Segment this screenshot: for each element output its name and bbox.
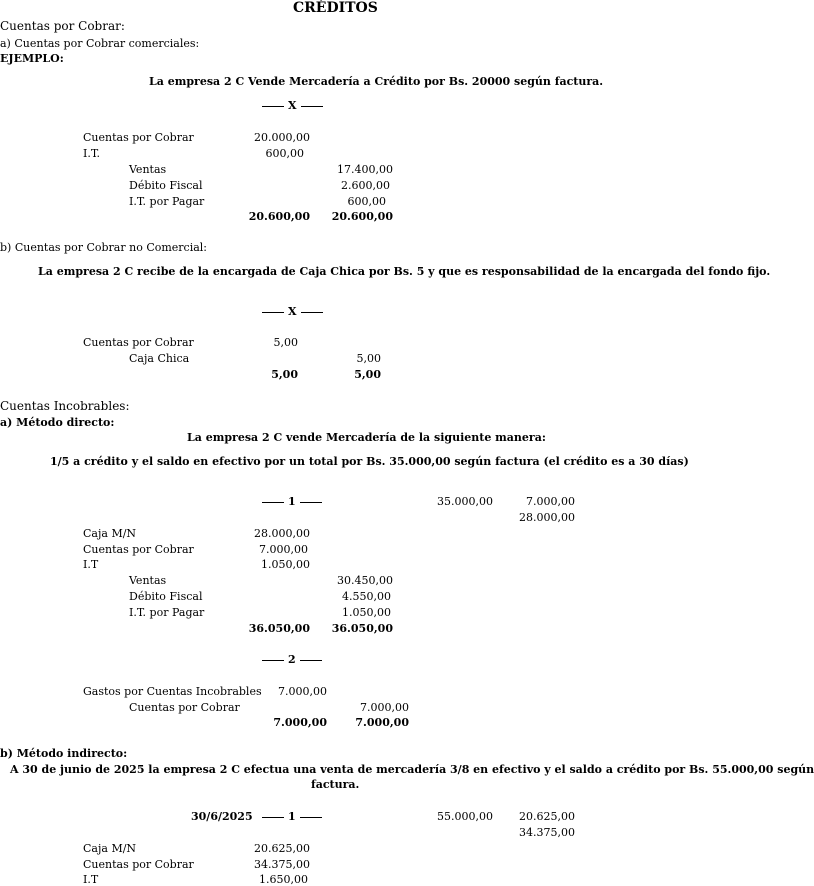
journal-debit: 1.050,00	[261, 558, 310, 571]
journal-credit: 1.050,00	[342, 606, 391, 619]
journal-account: Débito Fiscal	[129, 179, 203, 192]
journal-total-credit: 5,00	[354, 368, 381, 381]
statement-3b: 1/5 a crédito y el saldo en efectivo por un total por Bs. 35.000,00 según factura (el crédito es a 30 días)	[50, 455, 689, 468]
section-heading-cuentas-por-cobrar: Cuentas por Cobrar:	[0, 19, 125, 33]
journal-debit: 20.625,00	[254, 842, 310, 855]
journal-account: I.T	[83, 873, 99, 886]
journal-account: Cuentas por Cobrar	[83, 858, 194, 871]
journal-total-credit: 36.050,00	[331, 622, 393, 635]
journal-account: Ventas	[129, 163, 167, 176]
example-label: EJEMPLO:	[0, 52, 64, 65]
journal-account: Caja M/N	[83, 527, 137, 540]
statement-2: La empresa 2 C recibe de la encargada de Caja Chica por Bs. 5 y que es responsabilidad de la encargada del fondo fijo.	[38, 265, 771, 278]
journal-account: Débito Fiscal	[129, 590, 203, 603]
journal-debit: 28.000,00	[254, 527, 310, 540]
entry-marker: X	[258, 99, 327, 112]
journal-credit: 17.400,00	[337, 163, 393, 176]
journal-total-debit: 7.000,00	[273, 716, 327, 729]
journal-total-debit: 36.050,00	[248, 622, 310, 635]
entry-marker: 1	[258, 810, 326, 823]
side-calc-cash: 20.625,00	[519, 810, 575, 823]
side-calc-total: 55.000,00	[437, 810, 493, 823]
side-calc-total: 35.000,00	[437, 495, 493, 508]
journal-credit: 2.600,00	[341, 179, 390, 192]
journal-debit: 5,00	[273, 336, 298, 349]
journal-account: Gastos por Cuentas Incobrables	[83, 685, 262, 698]
journal-account: I.T.	[83, 147, 101, 160]
subheading-metodo-indirecto: b) Método indirecto:	[0, 747, 128, 760]
section-heading-incobrables: Cuentas Incobrables:	[0, 399, 130, 413]
journal-account: Caja M/N	[83, 842, 137, 855]
journal-debit: 1.650,00	[259, 873, 308, 886]
statement-1: La empresa 2 C Vende Mercadería a Crédito por Bs. 20000 según factura.	[149, 75, 604, 88]
entry-date: 30/6/2025	[191, 810, 253, 823]
journal-debit: 7.000,00	[278, 685, 327, 698]
journal-account: Cuentas por Cobrar	[83, 336, 194, 349]
journal-total-debit: 5,00	[271, 368, 298, 381]
journal-account: Cuentas por Cobrar	[83, 131, 194, 144]
journal-credit: 7.000,00	[360, 701, 409, 714]
journal-debit: 600,00	[265, 147, 304, 160]
entry-marker: 2	[258, 653, 326, 666]
journal-account: Cuentas por Cobrar	[83, 543, 194, 556]
entry-marker: X	[258, 305, 327, 318]
journal-total-credit: 20.600,00	[331, 210, 393, 223]
statement-3a: La empresa 2 C vende Mercadería de la siguiente manera:	[187, 431, 546, 444]
journal-account: Caja Chica	[129, 352, 190, 365]
side-calc-credit: 34.375,00	[519, 826, 575, 839]
journal-total-debit: 20.600,00	[248, 210, 310, 223]
journal-account: Cuentas por Cobrar	[129, 701, 240, 714]
journal-credit: 600,00	[347, 195, 386, 208]
journal-account: I.T	[83, 558, 99, 571]
page-title: CRÉDITOS	[293, 0, 378, 16]
entry-marker: 1	[258, 495, 326, 508]
subheading-no-comercial: b) Cuentas por Cobrar no Comercial:	[0, 241, 208, 254]
journal-account: Ventas	[129, 574, 167, 587]
journal-debit: 34.375,00	[254, 858, 310, 871]
side-calc-credit: 7.000,00	[526, 495, 575, 508]
journal-account: I.T. por Pagar	[129, 606, 205, 619]
journal-credit: 4.550,00	[342, 590, 391, 603]
side-calc-cash: 28.000,00	[519, 511, 575, 524]
journal-debit: 20.000,00	[254, 131, 310, 144]
statement-4-line1: A 30 de junio de 2025 la empresa 2 C efectua una venta de mercadería 3/8 en efectivo y el saldo a crédito por Bs. 55.000,00 según	[10, 763, 814, 776]
journal-account: I.T. por Pagar	[129, 195, 205, 208]
journal-credit: 5,00	[356, 352, 381, 365]
journal-credit: 30.450,00	[337, 574, 393, 587]
journal-debit: 7.000,00	[259, 543, 308, 556]
subheading-metodo-directo: a) Método directo:	[0, 416, 115, 429]
subheading-comerciales: a) Cuentas por Cobrar comerciales:	[0, 37, 200, 50]
journal-total-credit: 7.000,00	[355, 716, 409, 729]
statement-4-line2: factura.	[311, 778, 360, 791]
